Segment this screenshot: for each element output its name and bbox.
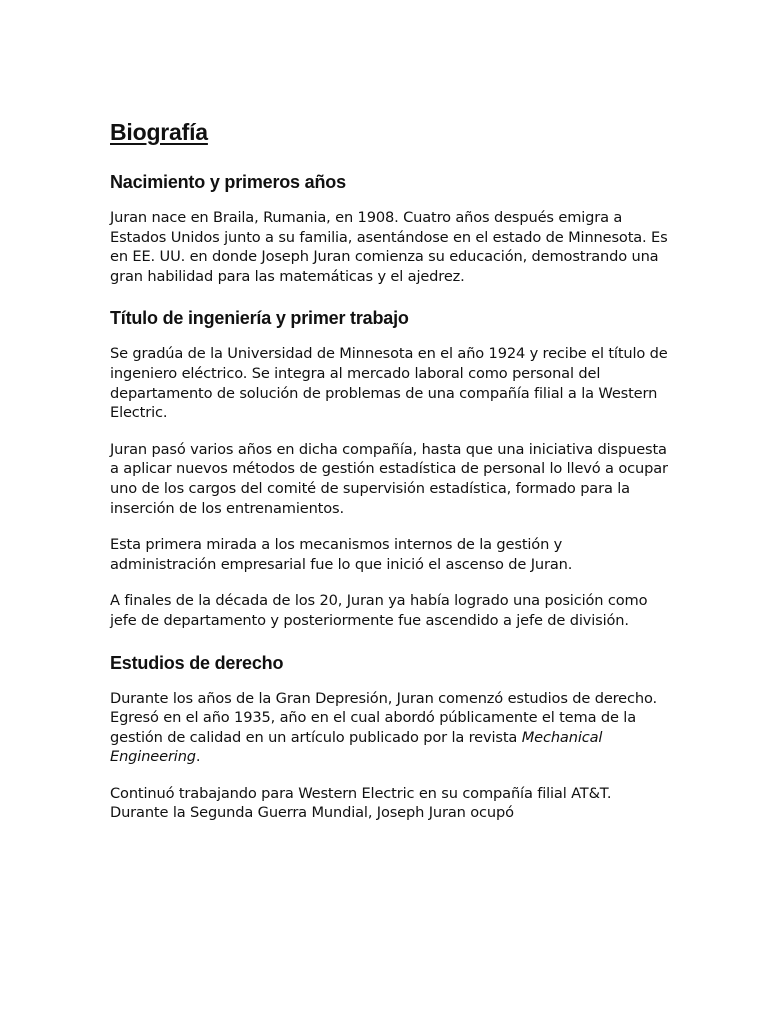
paragraph: Juran pasó varios años en dicha compañía, hasta que una iniciativa dispuesta a aplicar nuevos métodos de gestión estadística de personal lo llevó a ocupar uno de los cargos del comité de supervisión estadística, formado para la inserción de los entrenamientos. — [110, 440, 668, 517]
section-heading-derecho: Estudios de derecho — [110, 652, 284, 673]
paragraph: Continuó trabajando para Western Electric en su compañía filial AT&T. Durante la Segunda Guerra Mundial, Joseph Juran ocupó — [110, 784, 612, 822]
paragraph-text-end: . — [195, 748, 201, 766]
document-page — [110, 116, 670, 840]
journal-title: Mechanical Engineering — [110, 728, 603, 766]
paragraph: Esta primera mirada a los mecanismos internos de la gestión y administración empresarial fue lo que inició el ascenso de Juran. — [110, 536, 573, 573]
paragraph — [110, 689, 670, 767]
document-title: Biografía — [110, 119, 208, 145]
section-heading-nacimiento: Nacimiento y primeros años — [110, 172, 346, 192]
paragraph: Se gradúa de la Universidad de Minnesota en el año 1924 y recibe el título de ingeniero eléctrico. Se integra al mercado laboral como personal del departamento de solución de problemas de una compañía filial a la Western Electric. — [110, 345, 668, 422]
paragraph: Juran nace en Braila, Rumania, en 1908. Cuatro años después emigra a Estados Unidos junto a su familia, asentándose en el estado de Minnesota. Es en EE. UU. en donde Joseph Juran comienza su educación, demostrando una gran habilidad para las matemáticas y el ajedrez. — [110, 209, 668, 285]
paragraph-text: Durante los años de la Gran Depresión, Juran comenzó estudios de derecho. Egresó en el año 1935, año en el cual abordó públicamente el tema de la gestión de calidad en un artículo publicado por la revista — [110, 689, 657, 746]
section-heading-titulo: Título de ingeniería y primer trabajo — [110, 308, 409, 329]
paragraph: A finales de la década de los 20, Juran ya había logrado una posición como jefe de departamento y posteriormente fue ascendido a jefe de división. — [110, 592, 648, 629]
